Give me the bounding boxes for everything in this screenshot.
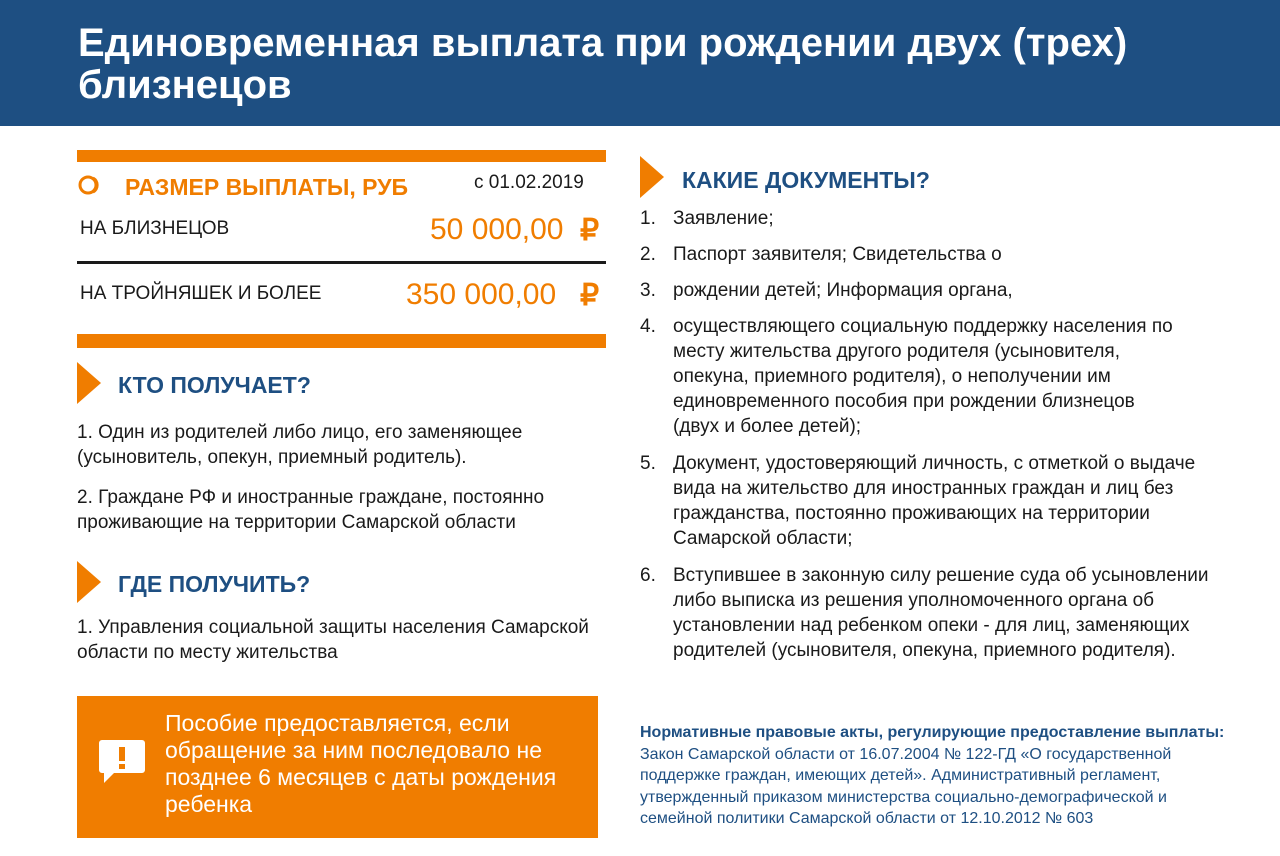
list-item <box>640 242 1240 267</box>
list-number: 1. <box>640 208 656 229</box>
section-marker-icon <box>77 362 101 404</box>
list-number: 5. <box>640 453 656 474</box>
list-text: Вступившее в законную силу решение суда об усыновлении либо выписка из решения уполномоченного органа об установлении над ребенком опеки - для лиц, заменяющих родителей (усыновителя, опекуна, приемного родителя). <box>673 565 1209 661</box>
list-item <box>640 278 1240 303</box>
row-twins-label: НА БЛИЗНЕЦОВ <box>80 218 230 239</box>
list-text: осуществляющего социальную поддержку населения по месту жительства другого родителя (усыновителя, опекуна, приемного родителя), о неполучении им единовременного пособия при рождении близнецов (двух и более детей); <box>673 316 1173 437</box>
who-item-1: 1. Один из родителей либо лицо, его заменяющее (усыновитель, опекун, приемный родитель). <box>77 422 523 468</box>
who-title: КТО ПОЛУЧАЕТ? <box>118 372 311 398</box>
row-triplets-amount: 350 000,00 <box>406 278 557 311</box>
list-item <box>640 563 1240 663</box>
list-number: 4. <box>640 316 656 337</box>
exclamation-speech-bubble-icon <box>98 738 146 784</box>
list-text: Паспорт заявителя; Свидетельства о <box>673 244 1002 265</box>
legal-acts-text: Закон Самарской области от 16.07.2004 № 122-ГД «О государственной поддержке граждан, имеющих детей». Административный регламент, утвержденный приказом министерства социально-демографической и семейной политики Самарской области от 12.10.2012 № 603 <box>640 745 1172 827</box>
payment-title: РАЗМЕР ВЫПЛАТЫ, РУБ <box>125 174 409 200</box>
list-text: Документ, удостоверяющий личность, с отметкой о выдаче вида на жительство для иностранных граждан и лиц без гражданства, постоянно проживающих на территории Самарской области; <box>673 453 1196 549</box>
row-triplets-label: НА ТРОЙНЯШЕК И БОЛЕЕ <box>80 283 322 304</box>
list-item <box>640 451 1240 551</box>
list-number: 6. <box>640 565 656 586</box>
list-number: 3. <box>640 280 656 301</box>
section-marker-icon <box>640 156 664 198</box>
payment-date: с 01.02.2019 <box>474 172 584 193</box>
list-text: Заявление; <box>673 208 774 229</box>
header-banner <box>0 0 1280 126</box>
list-item <box>640 206 1240 231</box>
coins-icon <box>78 174 106 196</box>
list-item <box>640 314 1183 439</box>
where-item-1: 1. Управления социальной защиты населения Самарской области по месту жительства <box>77 617 589 663</box>
legal-acts-label: Нормативные правовые акты, регулирующие предоставление выплаты: <box>640 724 1225 741</box>
list-number: 2. <box>640 244 656 265</box>
legal-acts <box>640 722 1240 830</box>
notice-box <box>77 696 598 838</box>
page-title: Единовременная выплата при рождении двух (трех) близнецов <box>78 21 1128 107</box>
row-twins-amount: 50 000,00 <box>430 213 564 246</box>
notice-text: Пособие предоставляется, если обращение за ним последовало не позднее 6 месяцев с даты рождения ребенка <box>165 710 557 817</box>
documents-list <box>640 206 1240 663</box>
ruble-icon: ₽ <box>580 279 600 312</box>
row-divider <box>77 261 606 264</box>
section-marker-icon <box>77 561 101 603</box>
who-item-2: 2. Граждане РФ и иностранные граждане, постоянно проживающие на территории Самарской области <box>77 487 545 533</box>
payment-top-bar <box>77 150 606 162</box>
ruble-icon: ₽ <box>580 214 600 247</box>
where-title: ГДЕ ПОЛУЧИТЬ? <box>118 571 311 597</box>
payment-bottom-bar <box>77 334 606 348</box>
documents-title: КАКИЕ ДОКУМЕНТЫ? <box>682 167 930 193</box>
list-text: рождении детей; Информация органа, <box>673 280 1013 301</box>
